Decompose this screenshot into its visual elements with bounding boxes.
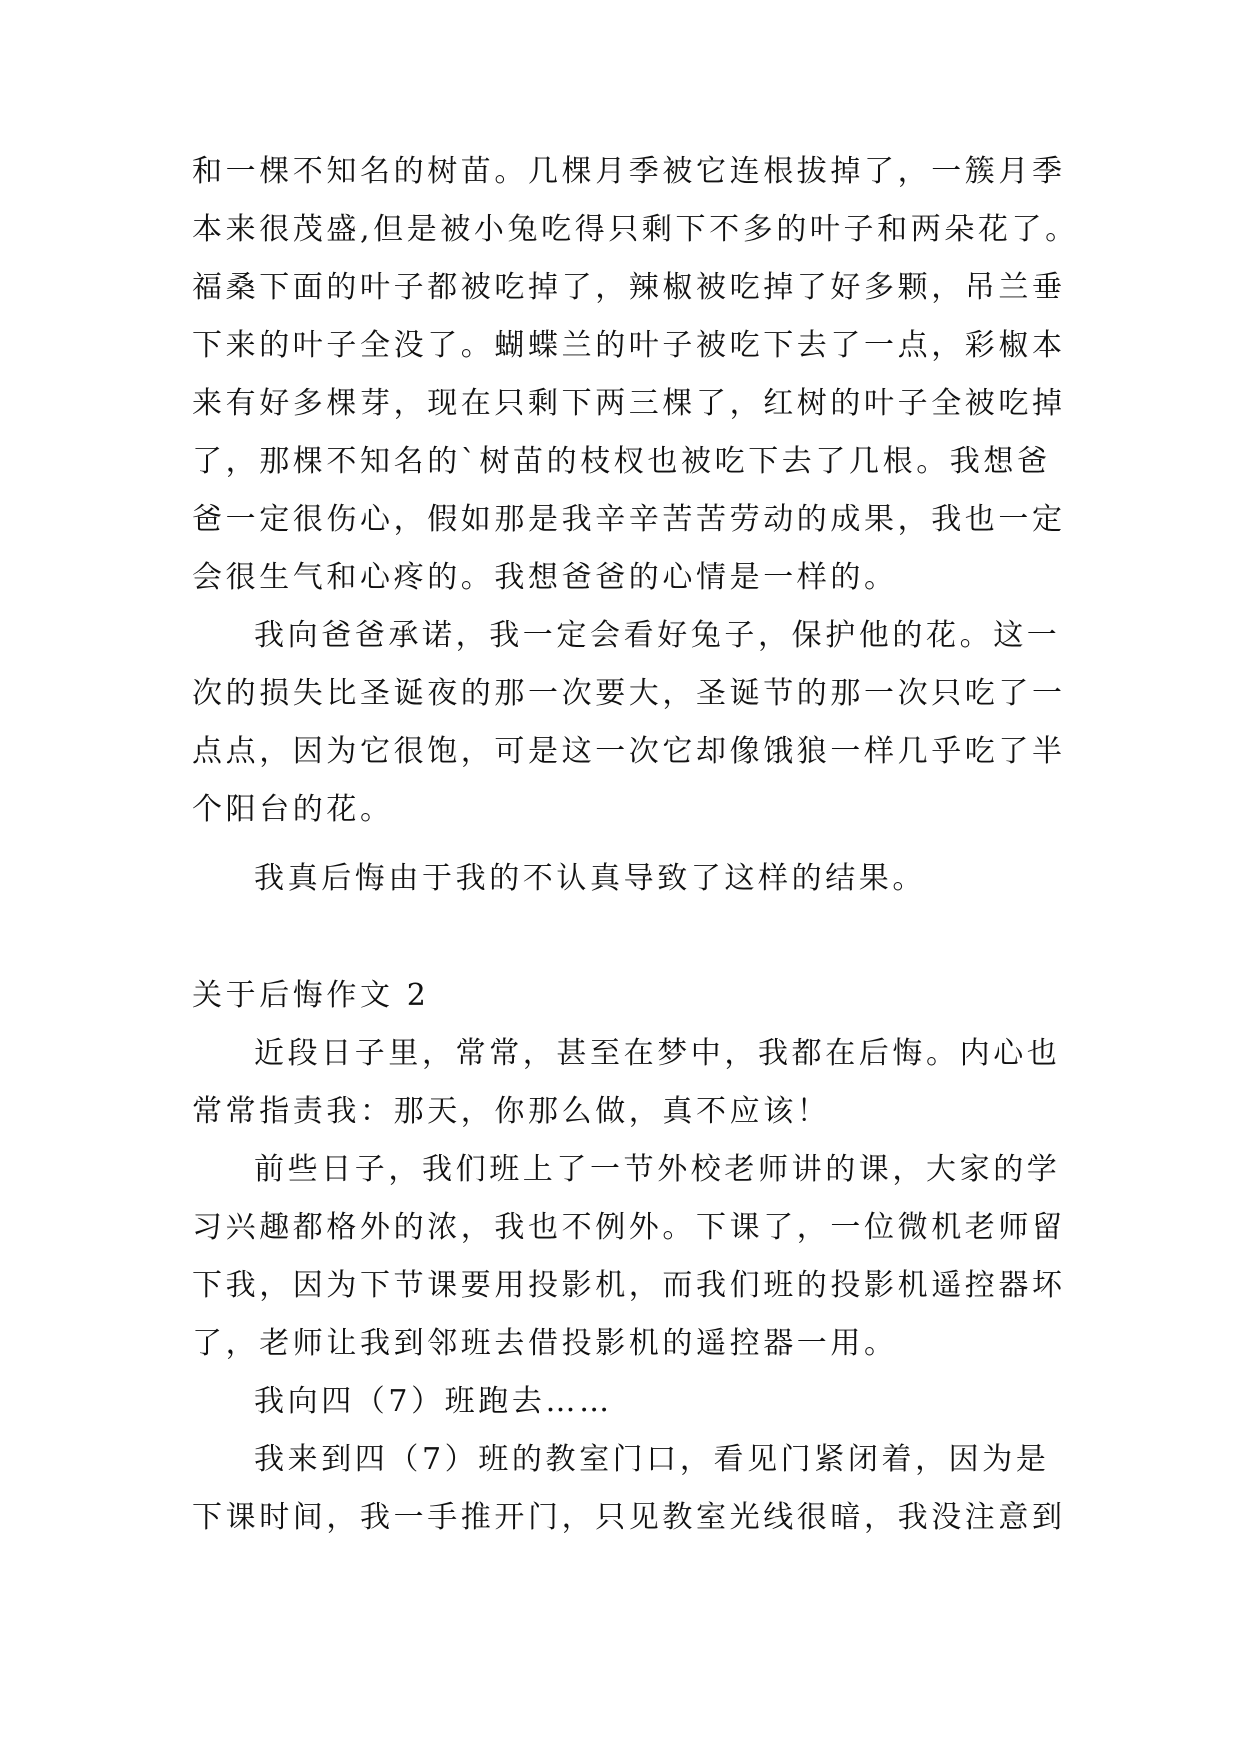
text-line: 福桑下面的叶子都被吃掉了，辣椒被吃掉了好多颗，吊兰垂	[192, 270, 1066, 305]
section-heading: 关于后悔作文 2	[192, 978, 430, 1013]
text-line: 点点，因为它很饱，可是这一次它却像饿狼一样几乎吃了半	[192, 734, 1066, 769]
text-line: 次的损失比圣诞夜的那一次要大，圣诞节的那一次只吃了一	[192, 676, 1066, 711]
text-line: 常常指责我：那天，你那么做，真不应该！	[192, 1094, 831, 1129]
text-line: 下来的叶子全没了。蝴蝶兰的叶子被吃下去了一点，彩椒本	[192, 328, 1066, 363]
paragraph-first-line: 我真后悔由于我的不认真导致了这样的结果。	[254, 861, 926, 896]
text-line: 爸一定很伤心，假如那是我辛辛苦苦劳动的成果，我也一定	[192, 502, 1066, 537]
text-line: 下课时间，我一手推开门，只见教室光线很暗，我没注意到	[192, 1500, 1066, 1535]
paragraph-first-line: 近段日子里，常常，甚至在梦中，我都在后悔。内心也	[254, 1036, 1061, 1071]
text-line: 来有好多棵芽，现在只剩下两三棵了，红树的叶子全被吃掉	[192, 386, 1066, 421]
text-line: 下我，因为下节课要用投影机，而我们班的投影机遥控器坏	[192, 1268, 1066, 1303]
text-line: 习兴趣都格外的浓，我也不例外。下课了，一位微机老师留	[192, 1210, 1066, 1245]
paragraph-first-line: 我向四（7）班跑去……	[254, 1384, 613, 1419]
text-line: 了，那棵不知名的`树苗的枝杈也被吃下去了几根。我想爸	[192, 444, 1051, 479]
text-line: 和一棵不知名的树苗。几棵月季被它连根拔掉了，一簇月季	[192, 154, 1066, 189]
text-line: 本来很茂盛,但是被小兔吃得只剩下不多的叶子和两朵花了。	[192, 212, 1079, 247]
text-line: 个阳台的花。	[192, 792, 394, 827]
text-line: 了，老师让我到邻班去借投影机的遥控器一用。	[192, 1326, 898, 1361]
paragraph-first-line: 我来到四（7）班的教室门口，看见门紧闭着，因为是	[254, 1442, 1050, 1477]
paragraph-first-line: 我向爸爸承诺，我一定会看好兔子，保护他的花。这一	[254, 618, 1061, 653]
paragraph-first-line: 前些日子，我们班上了一节外校老师讲的课，大家的学	[254, 1152, 1061, 1187]
text-line: 会很生气和心疼的。我想爸爸的心情是一样的。	[192, 560, 898, 595]
